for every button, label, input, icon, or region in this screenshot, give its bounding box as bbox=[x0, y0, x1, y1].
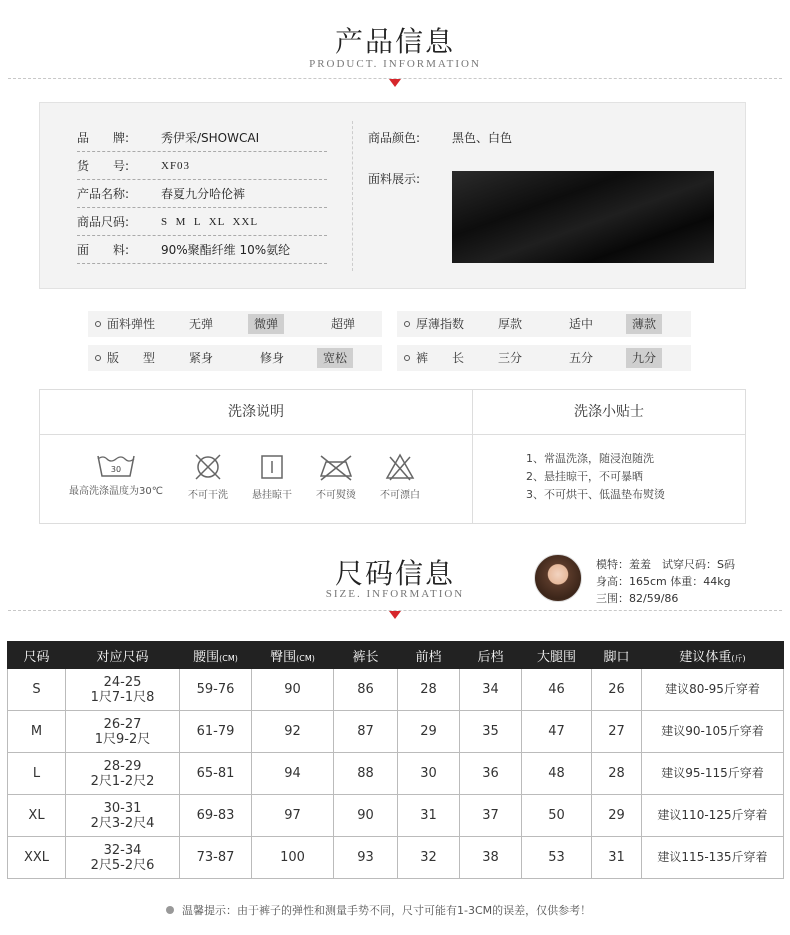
fabric-swatch-image bbox=[452, 171, 714, 263]
size-info-subtitle: SIZE. INFORMATION bbox=[325, 588, 465, 600]
wash-icon-label: 不可干洗 bbox=[188, 490, 228, 501]
cell-corresponding: 32-34 2尺5-2尺6 bbox=[66, 837, 180, 879]
cell-corresponding: 28-29 2尺1-2尺2 bbox=[66, 753, 180, 795]
cell-weight: 建议110-125斤穿着 bbox=[642, 795, 784, 837]
col-header-waist: 腰围(CM) bbox=[180, 642, 252, 669]
col-header-length: 裤长 bbox=[334, 642, 398, 669]
attr-option: 三分 bbox=[498, 351, 523, 365]
attr-length bbox=[397, 345, 691, 371]
info-row-brand bbox=[77, 124, 327, 152]
product-info-title: 产品信息 bbox=[334, 25, 455, 58]
attr-label: 面料弹性 bbox=[95, 311, 155, 337]
attr-option: 紧身 bbox=[189, 351, 214, 365]
cell-front: 30 bbox=[398, 753, 460, 795]
cell-hem: 28 bbox=[592, 753, 642, 795]
cell-hip: 97 bbox=[252, 795, 334, 837]
cell-weight: 建议95-115斤穿着 bbox=[642, 753, 784, 795]
cell-hip: 92 bbox=[252, 711, 334, 753]
cell-hem: 27 bbox=[592, 711, 642, 753]
cell-front: 29 bbox=[398, 711, 460, 753]
cell-length: 86 bbox=[334, 669, 398, 711]
no-iron-icon-wrap bbox=[306, 452, 366, 501]
model-info-line: 三围：82/59/86 bbox=[596, 592, 679, 605]
cell-waist: 73-87 bbox=[180, 837, 252, 879]
cell-back: 37 bbox=[460, 795, 522, 837]
cell-hip: 90 bbox=[252, 669, 334, 711]
model-info-line: 模特：羞羞 试穿尺码：S码 bbox=[596, 558, 735, 571]
cell-size: L bbox=[8, 753, 66, 795]
product-info-panel bbox=[39, 102, 746, 289]
cell-weight: 建议90-105斤穿着 bbox=[642, 711, 784, 753]
cell-waist: 65-81 bbox=[180, 753, 252, 795]
info-key: 货 号: bbox=[77, 159, 130, 173]
table-row bbox=[8, 711, 784, 753]
no-dry-clean-icon bbox=[193, 452, 223, 482]
info-key: 品 牌: bbox=[77, 131, 130, 145]
wash-panel bbox=[39, 389, 746, 524]
cell-length: 88 bbox=[334, 753, 398, 795]
hang-dry-icon bbox=[257, 452, 287, 482]
circle-bullet-icon bbox=[404, 321, 410, 327]
color-key: 商品颜色: bbox=[368, 131, 421, 145]
cell-length: 87 bbox=[334, 711, 398, 753]
wash-icon-label: 不可漂白 bbox=[380, 490, 420, 501]
panel-divider bbox=[352, 121, 353, 271]
attr-label: 裤 长 bbox=[404, 345, 464, 371]
product-info-subtitle: PRODUCT. INFORMATION bbox=[309, 58, 481, 70]
cell-hem: 29 bbox=[592, 795, 642, 837]
model-info-line: 身高：165cm 体重：44kg bbox=[596, 575, 731, 588]
circle-bullet-icon bbox=[95, 321, 101, 327]
table-header-row bbox=[8, 642, 784, 669]
cell-corresponding: 30-31 2尺3-2尺4 bbox=[66, 795, 180, 837]
cell-size: XL bbox=[8, 795, 66, 837]
cell-back: 38 bbox=[460, 837, 522, 879]
cell-thigh: 47 bbox=[522, 711, 592, 753]
red-triangle-icon bbox=[389, 79, 401, 87]
col-header-weight: 建议体重(斤) bbox=[642, 642, 784, 669]
attr-option: 修身 bbox=[260, 351, 285, 365]
attr-label: 版 型 bbox=[95, 345, 155, 371]
info-row-sizes bbox=[77, 208, 327, 236]
no-bleach-icon-wrap bbox=[370, 452, 430, 501]
attr-option-selected: 宽松 bbox=[317, 348, 353, 368]
no-iron-icon bbox=[318, 452, 354, 482]
info-value: 90%聚酯纤维 10%氨纶 bbox=[161, 243, 291, 257]
attr-fit bbox=[88, 345, 382, 371]
attr-option: 超弹 bbox=[331, 317, 356, 331]
attr-label: 厚薄指数 bbox=[404, 311, 464, 337]
attr-option: 厚款 bbox=[498, 317, 523, 331]
cell-weight: 建议115-135斤穿着 bbox=[642, 837, 784, 879]
info-key: 面 料: bbox=[77, 243, 130, 257]
info-value: 秀伊采/SHOWCAI bbox=[161, 131, 260, 145]
cell-waist: 61-79 bbox=[180, 711, 252, 753]
cell-front: 32 bbox=[398, 837, 460, 879]
col-header-hem: 脚口 bbox=[592, 642, 642, 669]
size-info-title: 尺码信息 bbox=[334, 557, 455, 590]
cell-thigh: 50 bbox=[522, 795, 592, 837]
info-row-item-no bbox=[77, 152, 327, 180]
cell-length: 90 bbox=[334, 795, 398, 837]
cell-size: M bbox=[8, 711, 66, 753]
cell-size: S bbox=[8, 669, 66, 711]
wash-divider bbox=[472, 435, 473, 523]
attr-thickness bbox=[397, 311, 691, 337]
cell-hem: 26 bbox=[592, 669, 642, 711]
attr-option-selected: 微弹 bbox=[248, 314, 284, 334]
attr-option-selected: 九分 bbox=[626, 348, 662, 368]
cell-waist: 59-76 bbox=[180, 669, 252, 711]
size-table bbox=[7, 641, 784, 879]
no-bleach-icon bbox=[385, 452, 415, 482]
col-header-thigh: 大腿围 bbox=[522, 642, 592, 669]
info-row-material bbox=[77, 236, 327, 264]
cell-front: 31 bbox=[398, 795, 460, 837]
cell-thigh: 46 bbox=[522, 669, 592, 711]
bullet-dot-icon bbox=[166, 906, 174, 914]
cell-corresponding: 26-27 1尺9-2尺 bbox=[66, 711, 180, 753]
cell-back: 35 bbox=[460, 711, 522, 753]
col-header-size: 尺码 bbox=[8, 642, 66, 669]
wash-tip: 2、悬挂晾干，不可暴晒 bbox=[526, 470, 643, 483]
wash-icon-label: 悬挂晾干 bbox=[252, 490, 292, 501]
info-row-product-name bbox=[77, 180, 327, 208]
attr-elasticity bbox=[88, 311, 382, 337]
col-header-hip: 臀围(CM) bbox=[252, 642, 334, 669]
wash-icon-label: 不可熨烫 bbox=[316, 490, 356, 501]
circle-bullet-icon bbox=[404, 355, 410, 361]
info-value: 春夏九分哈伦裤 bbox=[161, 187, 246, 201]
wash-tip: 1、常温洗涤，随浸泡随洗 bbox=[526, 452, 654, 465]
cell-weight: 建议80-95斤穿着 bbox=[642, 669, 784, 711]
circle-bullet-icon bbox=[95, 355, 101, 361]
cell-front: 28 bbox=[398, 669, 460, 711]
table-row bbox=[8, 669, 784, 711]
no-dry-clean-icon-wrap bbox=[178, 452, 238, 501]
info-key: 产品名称: bbox=[77, 187, 130, 201]
footnote: 温馨提示：由于裤子的弹性和测量手势不同，尺寸可能有1-3CM的误差，仅供参考！ bbox=[166, 902, 591, 918]
cell-length: 93 bbox=[334, 837, 398, 879]
cell-hem: 31 bbox=[592, 837, 642, 879]
color-value: 黑色、白色 bbox=[452, 131, 513, 145]
cell-back: 36 bbox=[460, 753, 522, 795]
wash-tips-title: 洗涤小贴士 bbox=[472, 390, 745, 435]
info-value: S M L XL XXL bbox=[161, 216, 259, 228]
cell-thigh: 53 bbox=[522, 837, 592, 879]
cell-thigh: 48 bbox=[522, 753, 592, 795]
red-triangle-icon bbox=[389, 611, 401, 619]
cell-waist: 69-83 bbox=[180, 795, 252, 837]
cell-back: 34 bbox=[460, 669, 522, 711]
wash-title: 洗涤说明 bbox=[40, 390, 472, 435]
model-avatar bbox=[534, 554, 582, 602]
col-header-back-rise: 后档 bbox=[460, 642, 522, 669]
fabric-key: 面料展示: bbox=[368, 172, 421, 186]
table-row bbox=[8, 795, 784, 837]
cell-corresponding: 24-25 1尺7-1尺8 bbox=[66, 669, 180, 711]
hang-dry-icon-wrap bbox=[242, 452, 302, 501]
wash-30-icon bbox=[96, 452, 136, 478]
table-row bbox=[8, 753, 784, 795]
cell-hip: 94 bbox=[252, 753, 334, 795]
wash-tip: 3、不可烘干、低温垫布熨烫 bbox=[526, 488, 665, 501]
info-value: XF03 bbox=[161, 160, 191, 172]
table-row bbox=[8, 837, 784, 879]
attr-option: 无弹 bbox=[189, 317, 214, 331]
cell-hip: 100 bbox=[252, 837, 334, 879]
attr-option-selected: 薄款 bbox=[626, 314, 662, 334]
wash-icon-label: 最高洗涤温度为30℃ bbox=[69, 486, 163, 497]
col-header-front-rise: 前档 bbox=[398, 642, 460, 669]
svg-text:30: 30 bbox=[110, 465, 122, 474]
attr-option: 五分 bbox=[569, 351, 594, 365]
attr-option: 适中 bbox=[569, 317, 594, 331]
wash-30-icon-wrap bbox=[64, 452, 168, 497]
info-key: 商品尺码: bbox=[77, 215, 130, 229]
cell-size: XXL bbox=[8, 837, 66, 879]
col-header-corresponding: 对应尺码 bbox=[66, 642, 180, 669]
